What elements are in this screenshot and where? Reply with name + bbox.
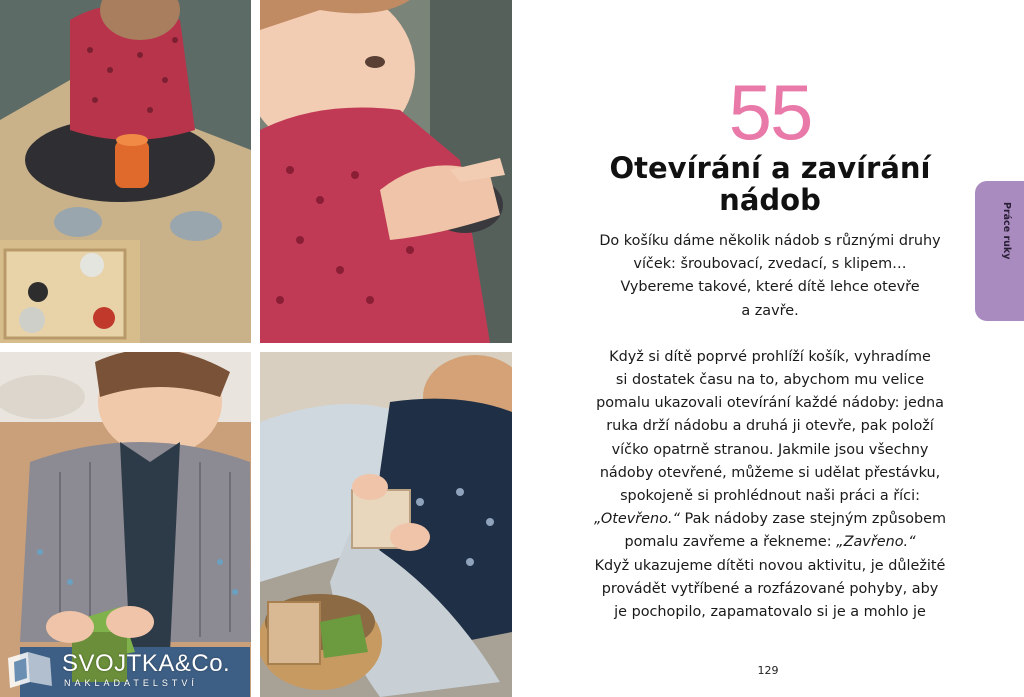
paragraph-gap: [574, 323, 966, 346]
photo-child-closeup-hands: [260, 0, 512, 343]
body-paragraph-2: [574, 346, 966, 624]
text-line: a zavře.: [741, 302, 799, 319]
title-line-2: nádob: [719, 183, 821, 217]
activity-title: [580, 152, 960, 216]
text-line: si dostatek času na to, abychom mu velice: [615, 372, 925, 389]
text-line: ruka drží nádobu a druhá ji otevře, pak položí: [606, 418, 934, 435]
photo-child-green-box: [0, 352, 251, 697]
text-line: spokojeně si prohlédnout naši práci a říci:: [620, 488, 920, 505]
publisher-logo: [6, 650, 231, 694]
book-icon: [6, 652, 54, 688]
text-line: nádoby otevřené, můžeme si udělat přestávku,: [599, 464, 941, 481]
text-line: Pak nádoby zase stejným způsobem: [679, 511, 947, 528]
section-tab-label: Práce ruky: [1001, 202, 1012, 260]
text-line: provádět vytříbené a rozfázované pohyby, aby: [601, 580, 939, 597]
text-line: Do košíku dáme několik nádob s různými druhy: [599, 233, 941, 249]
text-line: víček: šroubovací, zvedací, s klipem…: [633, 256, 907, 273]
quote-open: „Otevřeno.“: [593, 511, 680, 528]
quote-closed: „Zavřeno.“: [836, 534, 916, 551]
publisher-subtitle: NAKLADATELSTVÍ: [64, 678, 198, 688]
photo-child-opening-orange-jar: [0, 0, 251, 343]
activity-number: 55: [728, 68, 812, 156]
text-line: je pochopilo, zapamatovalo si je a mohlo je: [614, 604, 926, 621]
activity-body: [574, 230, 966, 624]
text-line: pomalu zavřeme a řekneme:: [624, 534, 837, 551]
text-line: Když si dítě poprvé prohlíží košík, vyhradíme: [609, 348, 931, 365]
page-number: 129: [757, 664, 779, 677]
publisher-name: SVOJTKA&Co.: [62, 650, 231, 677]
title-line-1: Otevírání a zavírání: [609, 151, 931, 185]
body-paragraph-1: [574, 230, 966, 323]
text-line: Vybereme takové, které dítě lehce otevře: [620, 279, 920, 296]
text-line: pomalu ukazovali otevírání každé nádoby: jedna: [596, 395, 944, 412]
text-line: Když ukazujeme dítěti novou aktivitu, je důležité: [594, 557, 946, 574]
text-line: víčko opatrně stranou. Jakmile jsou všechny: [611, 441, 929, 458]
photo-child-wooden-box-basket: [260, 352, 512, 697]
